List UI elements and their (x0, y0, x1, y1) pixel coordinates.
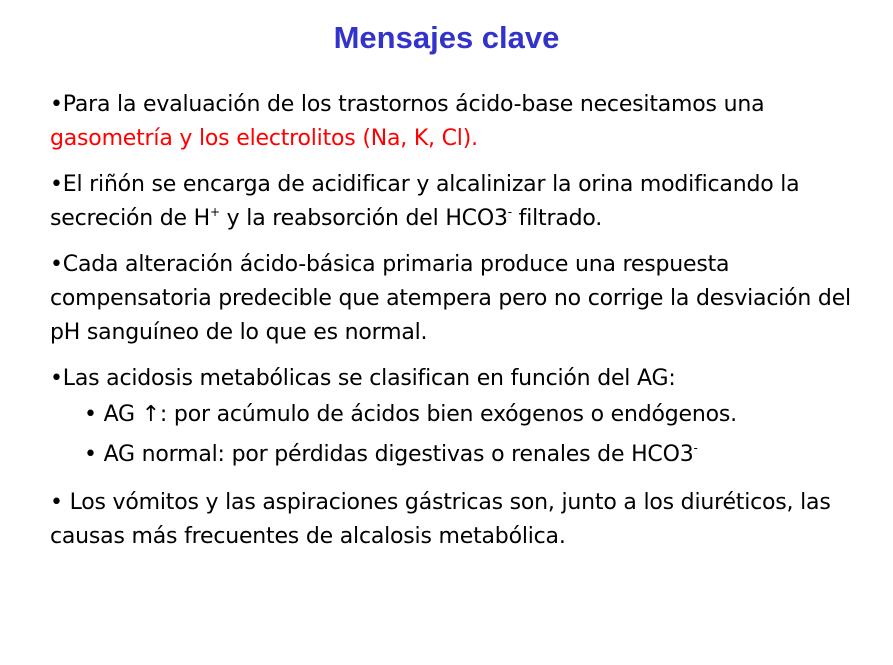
sub-bullet-ag-high (84, 398, 880, 432)
bullet-compensation (50, 248, 880, 350)
bullet-compensation-text: •Cada alteración ácido-básica primaria produce una respuesta compensatoria predecible que atempera pero no corrige la desviación del pH sanguíneo de lo que es normal. (50, 252, 851, 345)
bullet-kidney (50, 168, 880, 236)
bullet-vomiting (50, 486, 880, 554)
sub-bullet-ag-normal (84, 438, 880, 472)
bullet-acidosis (50, 362, 880, 396)
bullet-kidney-text-2: y la reabsorción del HCO3 (219, 206, 508, 231)
bullet-acidosis-text: •Las acidosis metabólicas se clasifican en función del AG: (50, 366, 676, 391)
bullet-list (50, 88, 880, 566)
bullet-vomiting-text: • Los vómitos y las aspiraciones gástricas son, junto a los diuréticos, las causas más frecuentes de alcalosis metabólica. (50, 490, 831, 549)
bullet-kidney-text-1: •El riñón se encarga de acidificar y alcalinizar la orina modificando la secreción de H (50, 172, 800, 231)
sub-bullet-ag-high-text: : por acúmulo de ácidos bien exógenos o endógenos. (159, 402, 737, 427)
hco3-minus-superscript-2: - (693, 441, 698, 455)
bullet-kidney-text-3: filtrado. (511, 206, 603, 231)
up-arrow-icon: ↑ (141, 402, 160, 427)
sub-bullet-ag-high-prefix: • AG (84, 402, 142, 427)
bullet-evaluation (50, 88, 880, 156)
slide-title: Mensajes clave (333, 20, 560, 55)
bullet-evaluation-text: •Para la evaluación de los trastornos ácido-base necesitamos una (50, 92, 765, 117)
bullet-evaluation-highlight: gasometría y los electrolitos (Na, K, Cl). (50, 126, 478, 151)
h-plus-superscript: + (210, 205, 220, 219)
sub-bullet-ag-normal-text: • AG normal: por pérdidas digestivas o renales de HCO3 (84, 442, 694, 467)
hco3-minus-superscript: - (507, 205, 512, 219)
